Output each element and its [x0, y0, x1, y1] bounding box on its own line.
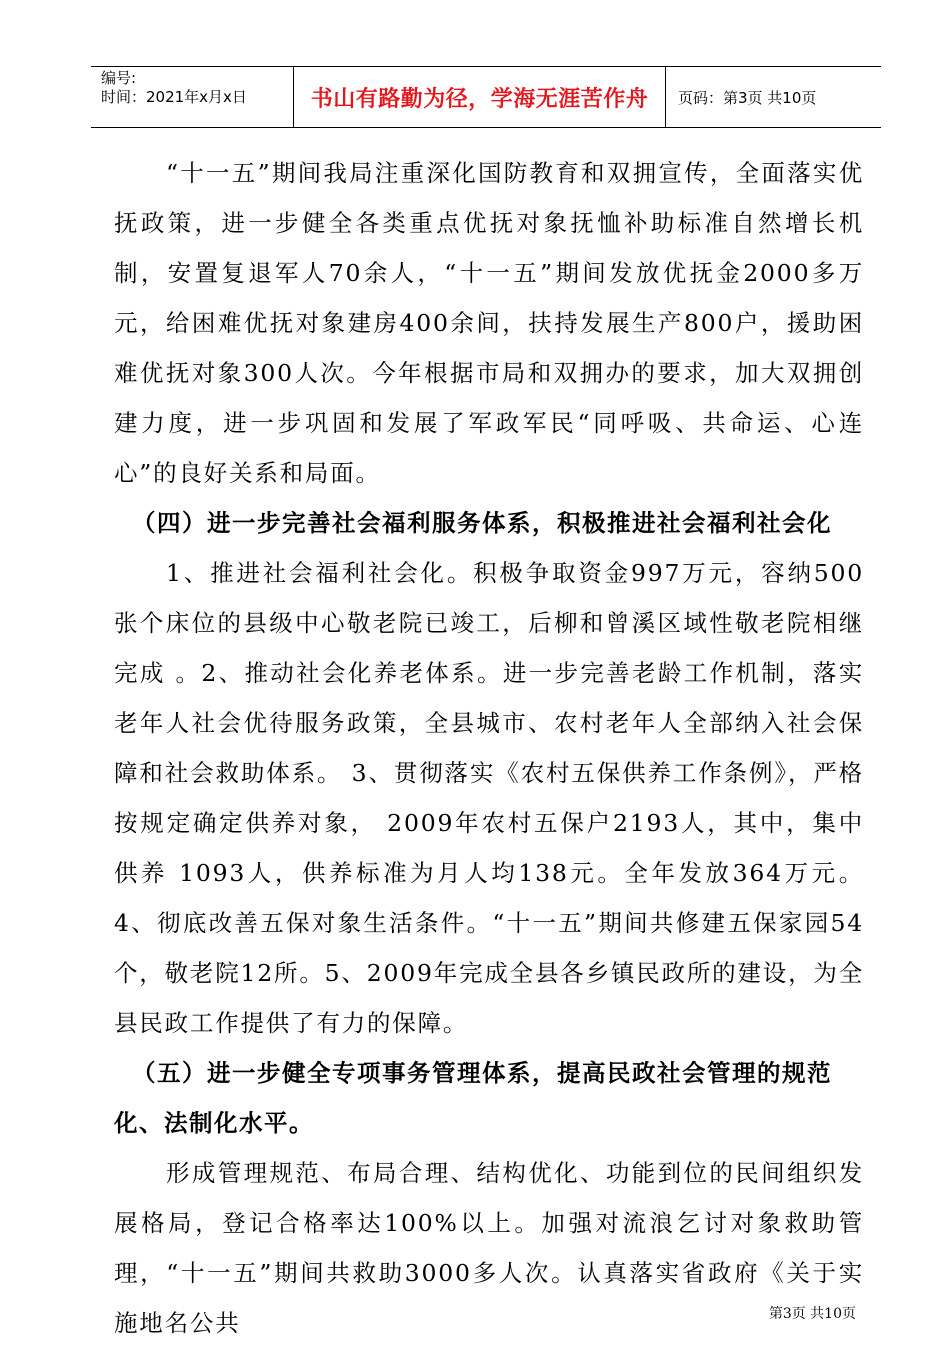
- paragraph-1: “十一五”期间我局注重深化国防教育和双拥宣传，全面落实优抚政策，进一步健全各类重点优抚对象抚恤补助标准自然增长机制，安置复退军人70余人，“十一五”期间发放优抚金2000多万元，给困难优抚对象建房400余间，扶持发展生产800户，援助困难优抚对象300人次。今年根据市局和双拥办的要求，加大双拥创建力度，进一步巩固和发展了军政军民“同呼吸、共命运、心连心”的良好关系和局面。: [114, 159, 864, 487]
- time-label: 时间：2021年x月x日: [101, 88, 247, 106]
- document-body: [114, 148, 864, 1348]
- page-header: [91, 66, 881, 128]
- header-motto: 书山有路勤为径，学海无涯苦作舟: [310, 86, 649, 112]
- header-motto-cell: [294, 67, 666, 127]
- section-heading-5: （五）进一步健全专项事务管理体系，提高民政社会管理的规范化、法制化水平。: [114, 1059, 832, 1137]
- header-meta: [91, 67, 294, 127]
- paragraph-3: 形成管理规范、布局合理、结构优化、功能到位的民间组织发展格局，登记合格率达100%以上。加强对流浪乞讨对象救助管理，“十一五”期间共救助3000多人次。认真落实省政府《关于实施地名公共: [114, 1159, 864, 1337]
- header-page-info: 页码：第3页 共10页: [678, 88, 817, 107]
- section-heading-4: （四）进一步完善社会福利服务体系，积极推进社会福利社会化: [132, 509, 832, 537]
- page-footer: 第3页 共10页: [768, 1306, 856, 1322]
- header-page-cell: [666, 67, 881, 127]
- number-label: 编号:: [101, 69, 137, 87]
- paragraph-2: 1、推进社会福利社会化。积极争取资金997万元，容纳500张个床位的县级中心敬老院已竣工，后柳和曾溪区域性敬老院相继完成 。2、推动社会化养老体系。进一步完善老龄工作机制，落实老年人社会优待服务政策，全县城市、农村老年人全部纳入社会保障和社会救助体系。 3、贯彻落实《农村五保供养工作条例》，严格按规定确定供养对象， 2009年农村五保户2193人，其中，集中供养 1093人，供养标准为月人均138元。全年发放364万元。4、彻底改善五保对象生活条件。“十一五”期间共修建五保家园54个，敬老院12所。5、2009年完成全县各乡镇民政所的建设，为全县民政工作提供了有力的保障。: [114, 559, 864, 1037]
